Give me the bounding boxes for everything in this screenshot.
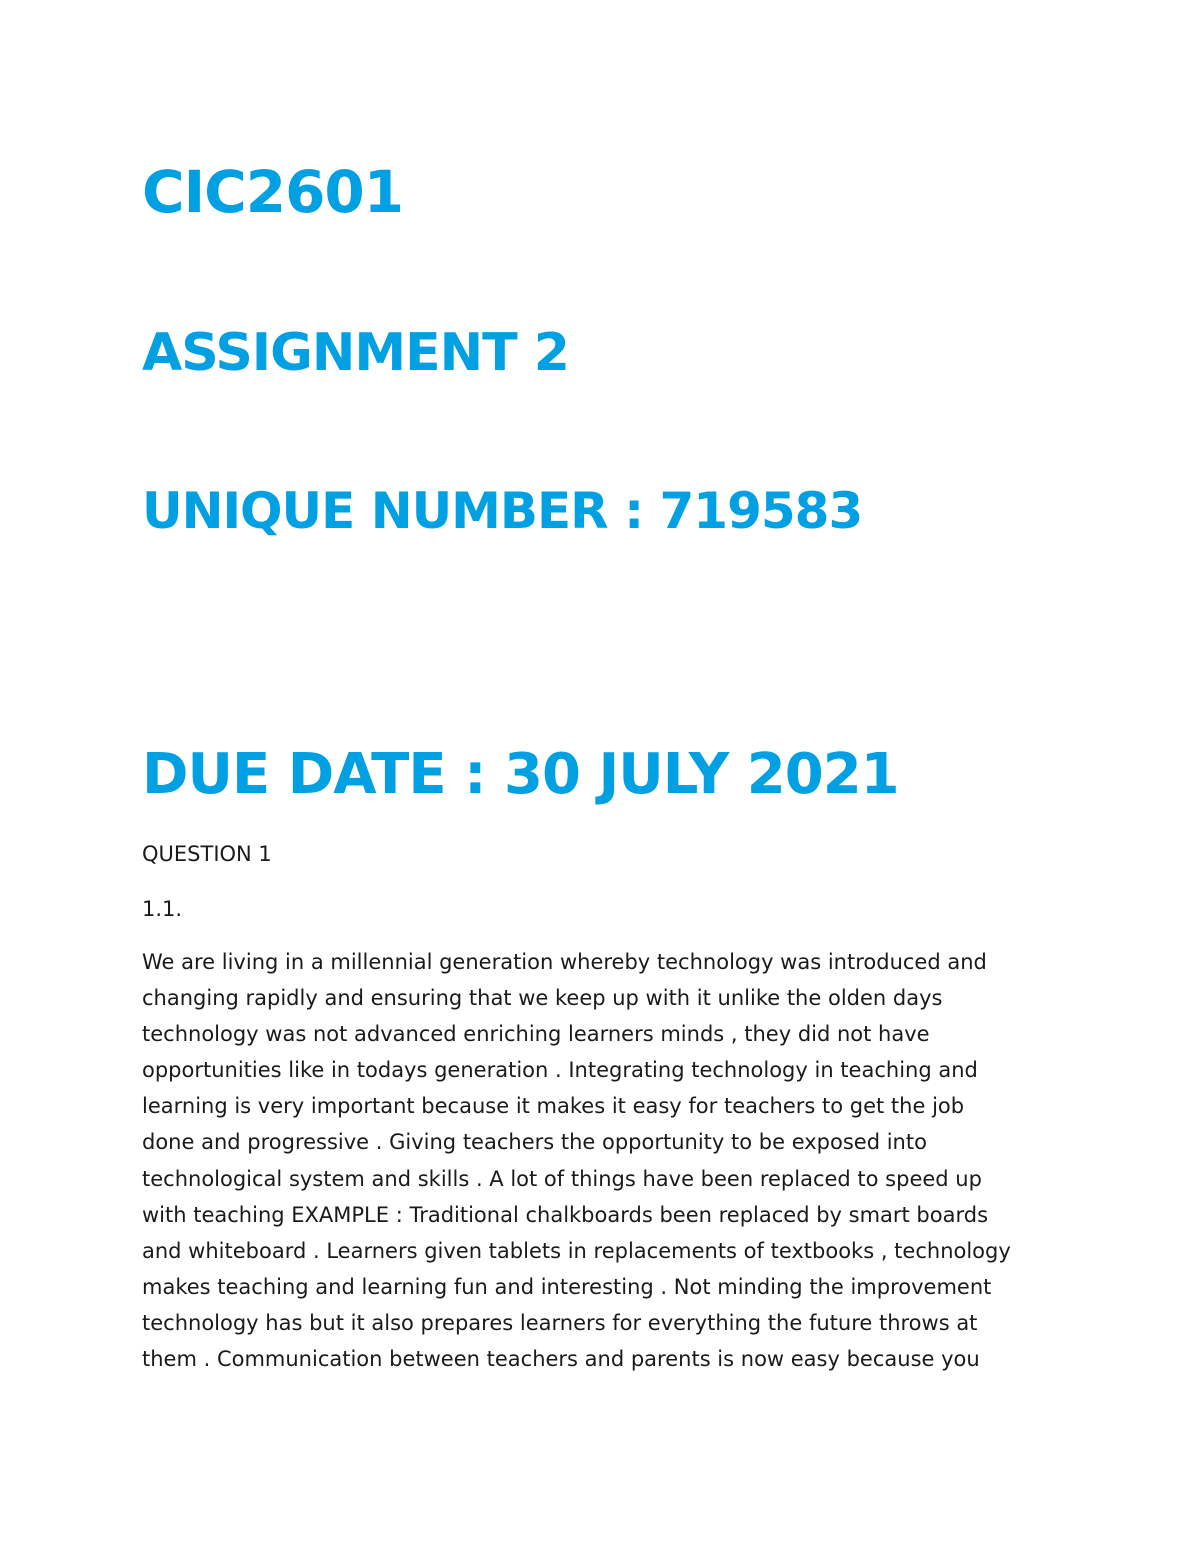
- paragraph-line: changing rapidly and ensuring that we keep up with it unlike the olden days: [142, 986, 943, 1011]
- unique-number-heading: UNIQUE NUMBER : 719583: [142, 482, 863, 540]
- paragraph-line: them . Communication between teachers and parents is now easy because you: [142, 1347, 980, 1372]
- due-date-heading: DUE DATE : 30 JULY 2021: [142, 742, 899, 807]
- paragraph-line: done and progressive . Giving teachers the opportunity to be exposed into: [142, 1130, 927, 1155]
- question-label: QUESTION 1: [142, 842, 272, 866]
- course-code-heading: CIC2601: [142, 158, 404, 226]
- paragraph-line: technological system and skills . A lot of things have been replaced to speed up: [142, 1166, 982, 1191]
- assignment-heading: ASSIGNMENT 2: [142, 323, 569, 383]
- paragraph-line: makes teaching and learning fun and interesting . Not minding the improvement: [142, 1274, 992, 1299]
- answer-paragraph: [142, 944, 1072, 1377]
- paragraph-line: with teaching EXAMPLE : Traditional chalkboards been replaced by smart boards: [142, 1202, 989, 1227]
- paragraph-line: opportunities like in todays generation . Integrating technology in teaching and: [142, 1058, 978, 1083]
- paragraph-line: We are living in a millennial generation whereby technology was introduced and: [142, 950, 987, 974]
- paragraph-line: learning is very important because it makes it easy for teachers to get the job: [142, 1094, 965, 1119]
- paragraph-line: technology was not advanced enriching learners minds , they did not have: [142, 1022, 930, 1047]
- sub-question-label: 1.1.: [142, 897, 183, 921]
- paragraph-line: and whiteboard . Learners given tablets in replacements of textbooks , technology: [142, 1238, 1011, 1263]
- paragraph-line: technology has but it also prepares learners for everything the future throws at: [142, 1310, 978, 1335]
